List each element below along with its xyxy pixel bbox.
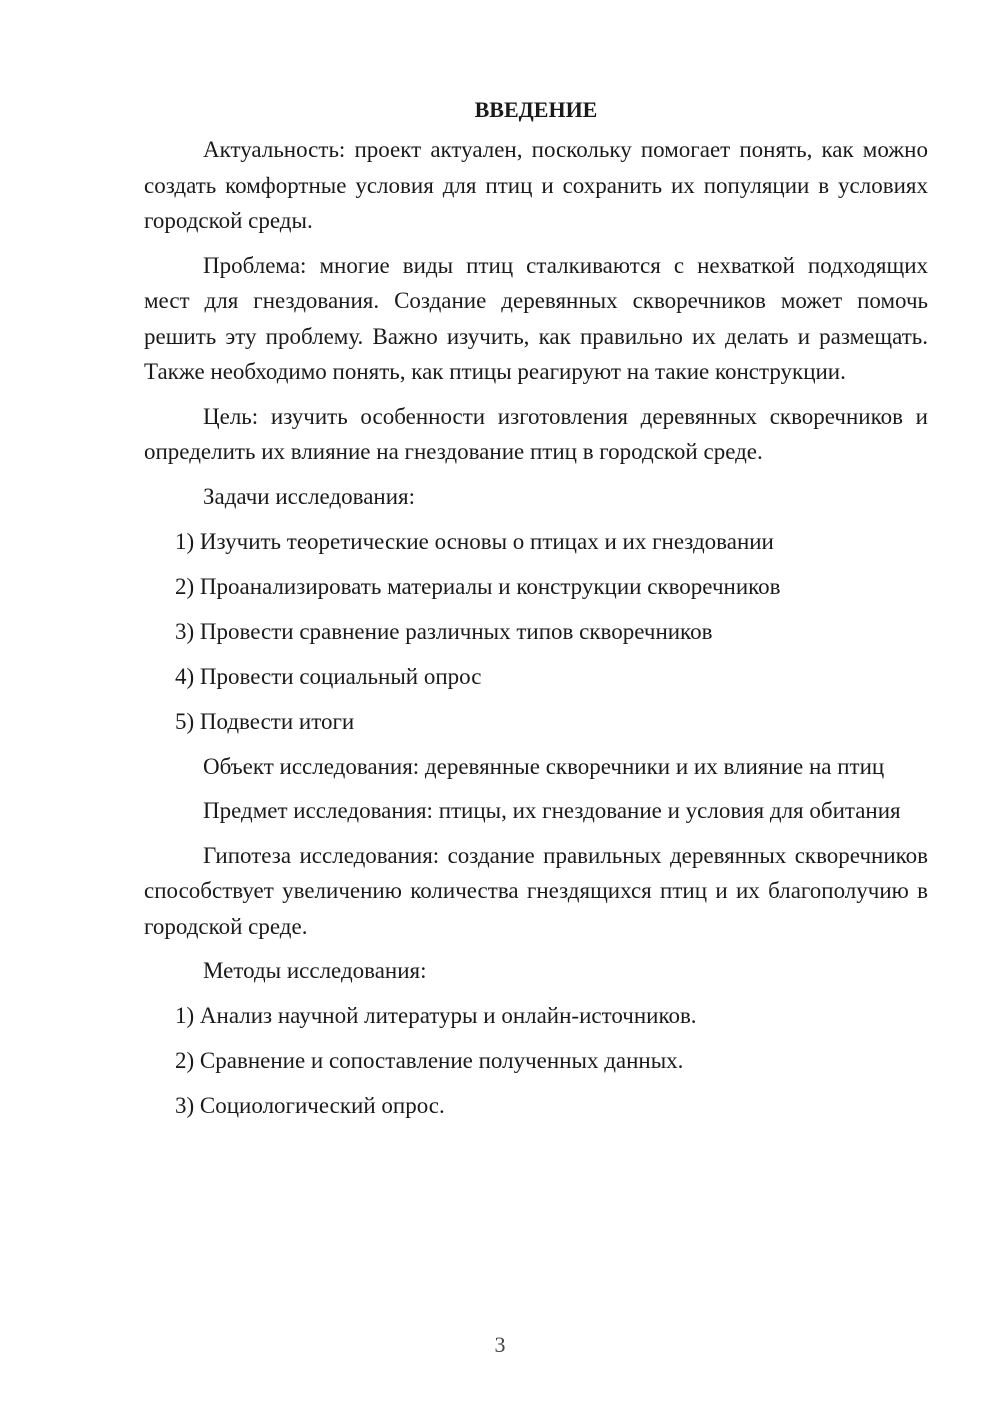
paragraph-problem: Проблема: многие виды птиц сталкиваются с нехваткой подходящих мест для гнездования. Создание деревянных скворечников может помочь решить эту проблему. Важно изучить, как правильно их делать и размещать. Также необходимо понять, как птицы реагируют на такие конструкции.: [144, 252, 928, 384]
tasks-list: [144, 479, 928, 740]
task-item: 1) Изучить теоретические основы о птицах и их гнездовании: [175, 528, 774, 554]
method-item: 2) Сравнение и сопоставление полученных данных.: [175, 1048, 684, 1073]
paragraph-hypothesis: Гипотеза исследования: создание правильных деревянных скворечников способствует увеличению количества гнездящихся птиц и их благополучию в городской среде.: [144, 842, 928, 939]
paragraph-subject: Предмет исследования: птицы, их гнездование и условия для обитания: [203, 798, 901, 823]
task-item: 4) Провести социальный опрос: [175, 663, 482, 689]
task-item: 2) Проанализировать материалы и конструкции скворечников: [175, 573, 781, 599]
task-item: 5) Подвести итоги: [175, 708, 355, 734]
paragraph-object: Объект исследования: деревянные скворечники и их влияние на птиц: [203, 753, 885, 779]
methods-list: [144, 953, 928, 1124]
method-item: 3) Социологический опрос.: [175, 1093, 445, 1118]
page-content: [144, 92, 928, 1133]
paragraph-goal: Цель: изучить особенности изготовления деревянных скворечников и определить их влияние на гнездование птиц в городской среде.: [144, 403, 928, 464]
section-heading: ВВЕДЕНИЕ: [474, 97, 598, 122]
paragraph-relevance: Актуальность: проект актуален, поскольку помогает понять, как можно создать комфортные условия для птиц и сохранить их популяции в условиях городской среды.: [144, 137, 928, 233]
method-item: 1) Анализ научной литературы и онлайн-источников.: [175, 1003, 697, 1028]
tasks-title: Задачи исследования:: [203, 483, 416, 509]
methods-title: Методы исследования:: [203, 958, 427, 983]
page-number: 3: [494, 1332, 506, 1357]
task-item: 3) Провести сравнение различных типов скворечников: [175, 618, 713, 644]
